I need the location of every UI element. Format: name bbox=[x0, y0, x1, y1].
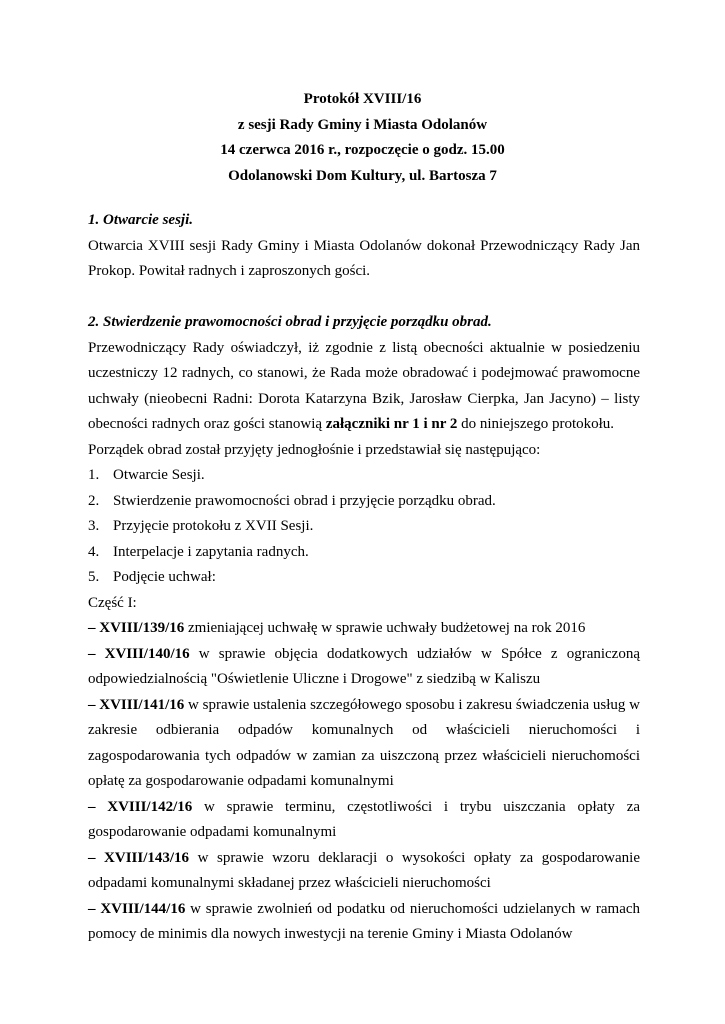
resolution-number: – XVIII/139/16 bbox=[88, 620, 185, 636]
resolution-number: – XVIII/140/16 bbox=[88, 645, 190, 662]
resolution-text: zmieniającej uchwałę w sprawie uchwały budżetowej na rok 2016 bbox=[188, 620, 586, 636]
resolutions-list bbox=[88, 616, 640, 948]
list-item bbox=[88, 565, 640, 591]
protocol-header bbox=[0, 87, 725, 189]
list-item bbox=[88, 514, 640, 540]
resolution-item bbox=[88, 846, 640, 897]
resolution-text: w sprawie objęcia dodatkowych udziałów w Spółce z ograniczoną odpowiedzialnością "Oświetlenie Uliczne i Drogowe" z siedzibą w Kaliszu bbox=[88, 645, 641, 687]
resolution-text: w sprawie wzoru deklaracji o wysokości opłaty za gospodarowanie odpadami komunalnymi składanej przez właścicieli nieruchomości bbox=[88, 849, 640, 891]
resolution-item bbox=[88, 642, 640, 693]
resolution-item bbox=[88, 616, 640, 642]
resolution-text: w sprawie zwolnień od podatku od nieruchomości udzielanych w ramach pomocy de minimis dla nowych inwestycji na terenie Gminy i Miasta Odolanów bbox=[88, 900, 641, 942]
list-item-text: Otwarcie Sesji. bbox=[113, 467, 205, 483]
list-item-text: Podjęcie uchwał: bbox=[113, 569, 216, 585]
resolution-text: w sprawie terminu, częstotliwości i trybu uiszczania opłaty za gospodarowanie odpadami komunalnymi bbox=[88, 798, 641, 840]
spacer bbox=[88, 285, 640, 311]
resolution-text: w sprawie ustalenia szczegółowego sposobu i zakresu świadczenia usług w zakresie odbierania odpadów komunalnych od właścicieli nieruchomości i zagospodarowania tych odpadów w zamian za uiszczoną przez właścicieli nieruchomości opłatę za gospodarowanie odpadami komunalnymi bbox=[88, 696, 641, 789]
list-item bbox=[88, 540, 640, 566]
list-item-number: 2. bbox=[88, 492, 100, 509]
list-item bbox=[88, 489, 640, 515]
section-2-title: 2. Stwierdzenie prawomocności obrad i przyjęcie porządku obrad. bbox=[88, 314, 492, 330]
list-item-number: 4. bbox=[88, 543, 100, 560]
list-item-text: Interpelacje i zapytania radnych. bbox=[113, 543, 309, 560]
session-date: 14 czerwca 2016 r., rozpoczęcie o godz. 15.00 bbox=[220, 142, 505, 158]
attachments-reference: załączniki nr 1 i nr 2 bbox=[325, 416, 458, 432]
section-2-text-before: Przewodniczący Rady oświadczył, iż zgodnie z listą obecności aktualnie w posiedzeniu uczestniczy 12 radnych, co stanowi, że Rada może obradować i podejmować prawomocne uchwały (nieobecni Radni: Dorota Katarzyna Bzik, Jarosław Cierpka, Jan Jacyno) – listy obecności radnych oraz gości stanowią bbox=[88, 339, 640, 432]
resolution-number: – XVIII/141/16 bbox=[88, 696, 185, 713]
session-location: Odolanowski Dom Kultury, ul. Bartosza 7 bbox=[228, 167, 497, 184]
resolution-item bbox=[88, 693, 640, 795]
resolution-item bbox=[88, 897, 640, 948]
protocol-body bbox=[88, 208, 640, 948]
section-1-title: 1. Otwarcie sesji. bbox=[88, 212, 193, 228]
resolution-number: – XVIII/143/16 bbox=[88, 849, 190, 866]
section-2-text-after: do niniejszego protokołu. bbox=[461, 416, 615, 432]
list-item-text: Przyjęcie protokołu z XVII Sesji. bbox=[113, 518, 314, 534]
list-item-number: 1. bbox=[88, 467, 100, 483]
protocol-title: Protokół XVIII/16 bbox=[303, 91, 422, 107]
resolution-number: – XVIII/144/16 bbox=[88, 900, 186, 917]
resolution-item bbox=[88, 795, 640, 846]
list-item bbox=[88, 463, 640, 489]
section-2-text bbox=[88, 336, 640, 438]
agenda-intro: Porządek obrad został przyjęty jednogłośnie i przedstawiał się następująco: bbox=[88, 441, 541, 458]
list-item-text: Stwierdzenie prawomocności obrad i przyjęcie porządku obrad. bbox=[113, 492, 496, 509]
resolution-number: – XVIII/142/16 bbox=[88, 798, 193, 815]
session-name: z sesji Rady Gminy i Miasta Odolanów bbox=[237, 116, 488, 133]
section-1-text: Otwarcia XVIII sesji Rady Gminy i Miasta Odolanów dokonał Przewodniczący Rady Jan Prokop. Powitał radnych i zaproszonych gości. bbox=[88, 237, 640, 279]
list-item-number: 3. bbox=[88, 518, 100, 534]
list-item-number: 5. bbox=[88, 569, 100, 585]
part-label: Część I: bbox=[88, 594, 137, 611]
agenda-list bbox=[88, 463, 640, 591]
